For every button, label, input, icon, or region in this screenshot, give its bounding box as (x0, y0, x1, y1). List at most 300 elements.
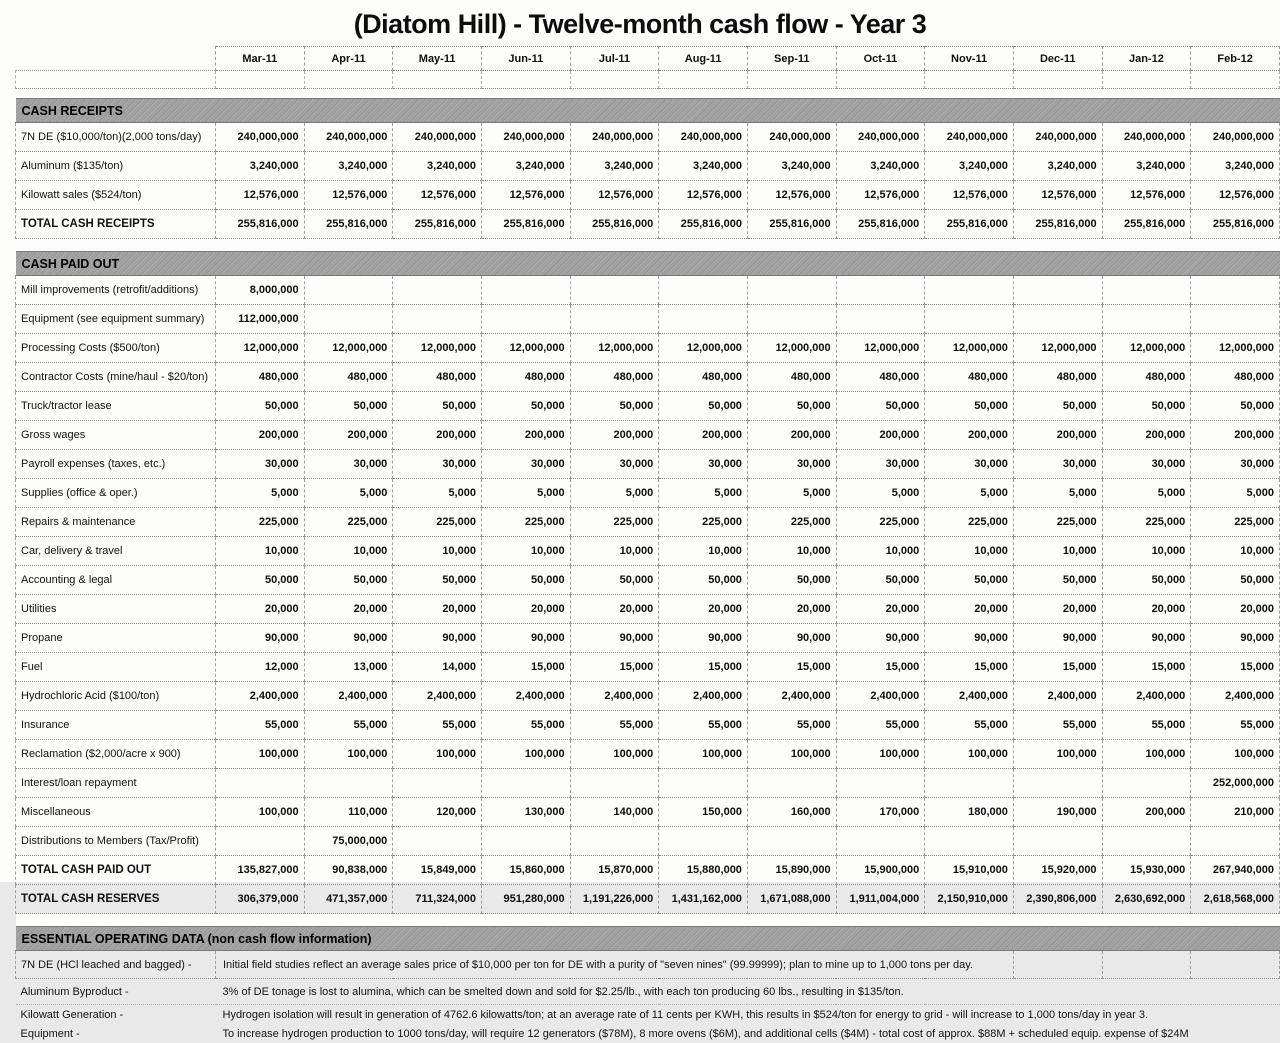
value-cell (925, 305, 1014, 334)
value-cell: 50,000 (836, 392, 925, 421)
value-cell: 12,576,000 (1102, 181, 1191, 210)
value-cell: 14,000 (393, 653, 482, 682)
value-cell (393, 827, 482, 856)
value-cell: 55,000 (1013, 711, 1102, 740)
value-cell: 480,000 (1013, 363, 1102, 392)
value-cell: 10,000 (481, 537, 570, 566)
value-cell: 100,000 (393, 740, 482, 769)
value-cell: 15,849,000 (393, 856, 482, 885)
value-cell: 1,191,226,000 (570, 885, 659, 914)
value-cell: 15,880,000 (659, 856, 748, 885)
value-cell (1191, 305, 1280, 334)
value-cell: 15,920,000 (1013, 856, 1102, 885)
value-cell: 20,000 (747, 595, 836, 624)
value-cell: 15,900,000 (836, 856, 925, 885)
row-label: Gross wages (16, 421, 216, 450)
value-cell: 15,910,000 (925, 856, 1014, 885)
blank-cell (393, 71, 482, 89)
value-cell: 100,000 (1191, 740, 1280, 769)
value-cell: 90,000 (1013, 624, 1102, 653)
value-cell: 12,576,000 (747, 181, 836, 210)
value-cell: 100,000 (1013, 740, 1102, 769)
value-cell: 255,816,000 (393, 210, 482, 239)
value-cell: 90,000 (925, 624, 1014, 653)
table-row (16, 537, 1280, 566)
value-cell: 112,000,000 (216, 305, 305, 334)
column-header: Jun-11 (481, 47, 570, 71)
row-label: Insurance (16, 711, 216, 740)
value-cell: 10,000 (1102, 537, 1191, 566)
column-header: Mar-11 (216, 47, 305, 71)
value-cell: 2,390,806,000 (1013, 885, 1102, 914)
value-cell: 2,400,000 (659, 682, 748, 711)
blank-cell (747, 71, 836, 89)
note-text: Initial field studies reflect an average sales price of $10,000 per ton for DE with a purity of "seven nines" (99.99999); plan to mine up to 1,000 tons per day. (216, 951, 1014, 979)
value-cell: 10,000 (393, 537, 482, 566)
column-header: Feb-12 (1191, 47, 1280, 71)
section-band: ESSENTIAL OPERATING DATA (non cash flow information) (16, 927, 1280, 951)
value-cell: 5,000 (1102, 479, 1191, 508)
value-cell: 225,000 (304, 508, 393, 537)
row-label: Miscellaneous (16, 798, 216, 827)
value-cell (925, 769, 1014, 798)
value-cell: 5,000 (570, 479, 659, 508)
value-cell: 55,000 (216, 711, 305, 740)
spacer-cell (16, 89, 1280, 99)
value-cell: 50,000 (747, 566, 836, 595)
row-label: Kilowatt sales ($524/ton) (16, 181, 216, 210)
value-cell: 50,000 (1013, 392, 1102, 421)
value-cell: 2,400,000 (570, 682, 659, 711)
blank-cell (304, 71, 393, 89)
value-cell: 480,000 (1191, 363, 1280, 392)
value-cell: 2,400,000 (216, 682, 305, 711)
value-cell: 50,000 (1102, 392, 1191, 421)
value-cell: 55,000 (925, 711, 1014, 740)
value-cell: 12,576,000 (659, 181, 748, 210)
value-cell: 50,000 (216, 566, 305, 595)
note-label: Kilowatt Generation - (16, 1005, 216, 1025)
value-cell: 210,000 (1191, 798, 1280, 827)
blank-cell (1013, 71, 1102, 89)
value-cell: 120,000 (393, 798, 482, 827)
note-text: Hydrogen isolation will result in generation of 4762.6 kilowatts/ton; at an average rate of 11 cents per KWH, this results in $524/ton for energy to grid - will increase to 1,000 tons/day in year 3. (216, 1005, 1280, 1025)
value-cell: 20,000 (393, 595, 482, 624)
value-cell: 200,000 (1013, 421, 1102, 450)
value-cell: 10,000 (836, 537, 925, 566)
value-cell: 480,000 (659, 363, 748, 392)
value-cell: 100,000 (570, 740, 659, 769)
row-label: Propane (16, 624, 216, 653)
spacer-cell (16, 914, 1280, 927)
value-cell: 240,000,000 (304, 123, 393, 152)
value-cell: 13,000 (304, 653, 393, 682)
value-cell: 240,000,000 (1191, 123, 1280, 152)
table-row (16, 305, 1280, 334)
value-cell: 50,000 (481, 566, 570, 595)
value-cell: 12,576,000 (925, 181, 1014, 210)
value-cell: 15,000 (659, 653, 748, 682)
value-cell: 2,400,000 (747, 682, 836, 711)
value-cell: 2,400,000 (925, 682, 1014, 711)
value-cell (481, 769, 570, 798)
value-cell (1013, 276, 1102, 305)
value-cell: 12,576,000 (481, 181, 570, 210)
table-row (16, 682, 1280, 711)
value-cell: 55,000 (1102, 711, 1191, 740)
table-row (16, 392, 1280, 421)
value-cell: 10,000 (570, 537, 659, 566)
value-cell: 15,000 (570, 653, 659, 682)
value-cell: 3,240,000 (836, 152, 925, 181)
value-cell: 255,816,000 (1013, 210, 1102, 239)
row-label: TOTAL CASH RECEIPTS (16, 210, 216, 239)
value-cell: 12,000,000 (925, 334, 1014, 363)
table-row (16, 450, 1280, 479)
value-cell: 200,000 (393, 421, 482, 450)
value-cell (216, 827, 305, 856)
value-cell: 252,000,000 (1191, 769, 1280, 798)
value-cell: 100,000 (481, 740, 570, 769)
value-cell (1191, 827, 1280, 856)
value-cell (481, 305, 570, 334)
column-header: Jul-11 (570, 47, 659, 71)
value-cell: 5,000 (393, 479, 482, 508)
row-label: Contractor Costs (mine/haul - $20/ton) (16, 363, 216, 392)
value-cell: 90,000 (1102, 624, 1191, 653)
column-header: Sep-11 (747, 47, 836, 71)
value-cell: 2,400,000 (836, 682, 925, 711)
value-cell: 200,000 (216, 421, 305, 450)
value-cell (304, 276, 393, 305)
table-row (16, 624, 1280, 653)
value-cell: 1,911,004,000 (836, 885, 925, 914)
value-cell: 480,000 (216, 363, 305, 392)
value-cell: 55,000 (393, 711, 482, 740)
value-cell: 15,000 (481, 653, 570, 682)
value-cell: 480,000 (747, 363, 836, 392)
value-cell: 10,000 (216, 537, 305, 566)
value-cell: 3,240,000 (747, 152, 836, 181)
value-cell: 951,280,000 (481, 885, 570, 914)
note-row (16, 979, 1280, 1005)
value-cell: 30,000 (481, 450, 570, 479)
value-cell: 50,000 (481, 392, 570, 421)
value-cell: 225,000 (925, 508, 1014, 537)
value-cell: 3,240,000 (216, 152, 305, 181)
value-cell (570, 276, 659, 305)
value-cell: 100,000 (659, 740, 748, 769)
value-cell: 90,000 (570, 624, 659, 653)
value-cell: 90,000 (393, 624, 482, 653)
row-label: Payroll expenses (taxes, etc.) (16, 450, 216, 479)
value-cell: 50,000 (1191, 566, 1280, 595)
value-cell: 200,000 (659, 421, 748, 450)
table-row (16, 421, 1280, 450)
value-cell: 110,000 (304, 798, 393, 827)
value-cell (1102, 305, 1191, 334)
value-cell: 225,000 (1191, 508, 1280, 537)
value-cell: 471,357,000 (304, 885, 393, 914)
value-cell: 50,000 (570, 392, 659, 421)
value-cell: 50,000 (836, 566, 925, 595)
value-cell: 55,000 (747, 711, 836, 740)
value-cell: 5,000 (1191, 479, 1280, 508)
row-label: Supplies (office & oper.) (16, 479, 216, 508)
table-row (16, 595, 1280, 624)
value-cell: 10,000 (1191, 537, 1280, 566)
table-row (16, 152, 1280, 181)
value-cell (1013, 827, 1102, 856)
value-cell: 10,000 (304, 537, 393, 566)
row-label: TOTAL CASH RESERVES (16, 885, 216, 914)
value-cell (747, 769, 836, 798)
value-cell: 225,000 (481, 508, 570, 537)
value-cell (1102, 769, 1191, 798)
value-cell: 30,000 (570, 450, 659, 479)
row-label: Equipment (see equipment summary) (16, 305, 216, 334)
value-cell: 12,576,000 (836, 181, 925, 210)
value-cell: 30,000 (304, 450, 393, 479)
value-cell (925, 827, 1014, 856)
value-cell (481, 276, 570, 305)
value-cell: 140,000 (570, 798, 659, 827)
value-cell: 240,000,000 (1102, 123, 1191, 152)
section-band: CASH RECEIPTS (16, 99, 1280, 123)
table-row (16, 334, 1280, 363)
value-cell: 100,000 (216, 740, 305, 769)
value-cell (1013, 769, 1102, 798)
row-label: Fuel (16, 653, 216, 682)
value-cell: 2,400,000 (1013, 682, 1102, 711)
value-cell (659, 827, 748, 856)
value-cell: 240,000,000 (216, 123, 305, 152)
value-cell: 20,000 (1013, 595, 1102, 624)
section-band-row (16, 252, 1280, 276)
value-cell: 3,240,000 (304, 152, 393, 181)
value-cell: 480,000 (925, 363, 1014, 392)
value-cell: 50,000 (393, 566, 482, 595)
note-row (16, 1005, 1280, 1025)
value-cell: 12,000,000 (393, 334, 482, 363)
table-row (16, 276, 1280, 305)
value-cell: 30,000 (747, 450, 836, 479)
column-header: Dec-11 (1013, 47, 1102, 71)
spacer-row (16, 239, 1280, 252)
value-cell: 1,671,088,000 (747, 885, 836, 914)
value-cell: 5,000 (925, 479, 1014, 508)
value-cell: 90,000 (1191, 624, 1280, 653)
value-cell: 255,816,000 (481, 210, 570, 239)
value-cell (570, 769, 659, 798)
value-cell (836, 827, 925, 856)
value-cell: 5,000 (1013, 479, 1102, 508)
value-cell: 12,000,000 (659, 334, 748, 363)
value-cell: 15,870,000 (570, 856, 659, 885)
cashflow-table (15, 46, 1280, 1043)
note-row (16, 951, 1280, 979)
value-cell: 5,000 (216, 479, 305, 508)
value-cell: 20,000 (925, 595, 1014, 624)
value-cell (1191, 276, 1280, 305)
value-cell: 12,000,000 (570, 334, 659, 363)
blank-cell (570, 71, 659, 89)
value-cell: 3,240,000 (393, 152, 482, 181)
value-cell: 100,000 (1102, 740, 1191, 769)
column-header: Oct-11 (836, 47, 925, 71)
value-cell: 255,816,000 (1102, 210, 1191, 239)
value-cell: 10,000 (925, 537, 1014, 566)
spacer-cell (16, 239, 1280, 252)
value-cell: 3,240,000 (659, 152, 748, 181)
value-cell: 150,000 (659, 798, 748, 827)
value-cell: 20,000 (570, 595, 659, 624)
value-cell: 12,000,000 (1013, 334, 1102, 363)
value-cell: 2,400,000 (481, 682, 570, 711)
value-cell: 480,000 (1102, 363, 1191, 392)
value-cell (1102, 827, 1191, 856)
value-cell (393, 305, 482, 334)
value-cell: 100,000 (304, 740, 393, 769)
value-cell: 50,000 (304, 392, 393, 421)
value-cell: 55,000 (304, 711, 393, 740)
table-row (16, 827, 1280, 856)
value-cell (836, 305, 925, 334)
value-cell: 267,940,000 (1191, 856, 1280, 885)
value-cell: 20,000 (304, 595, 393, 624)
value-cell: 90,000 (659, 624, 748, 653)
value-cell: 30,000 (659, 450, 748, 479)
value-cell: 55,000 (481, 711, 570, 740)
value-cell: 12,576,000 (1013, 181, 1102, 210)
blank-cell (1191, 71, 1280, 89)
value-cell: 2,400,000 (1102, 682, 1191, 711)
value-cell: 2,400,000 (393, 682, 482, 711)
value-cell: 190,000 (1013, 798, 1102, 827)
value-cell: 90,000 (481, 624, 570, 653)
value-cell (393, 276, 482, 305)
value-cell: 90,000 (836, 624, 925, 653)
value-cell: 3,240,000 (1102, 152, 1191, 181)
value-cell: 480,000 (481, 363, 570, 392)
value-cell: 240,000,000 (1013, 123, 1102, 152)
value-cell (659, 305, 748, 334)
section-band-row (16, 99, 1280, 123)
value-cell: 100,000 (747, 740, 836, 769)
value-cell (393, 769, 482, 798)
value-cell: 75,000,000 (304, 827, 393, 856)
note-label: Equipment - (16, 1024, 216, 1043)
blank-cell (659, 71, 748, 89)
blank-row (16, 71, 1280, 89)
value-cell: 12,576,000 (393, 181, 482, 210)
note-text: To increase hydrogen production to 1000 tons/day, will require 12 generators ($78M), 8 more ovens ($6M), and additional cells ($4M) - total cost of approx. $88M + scheduled equip. expense of $24M (216, 1024, 1280, 1043)
value-cell: 30,000 (1102, 450, 1191, 479)
value-cell: 15,890,000 (747, 856, 836, 885)
section-band-row (16, 927, 1280, 951)
value-cell: 480,000 (393, 363, 482, 392)
value-cell: 50,000 (393, 392, 482, 421)
value-cell: 100,000 (925, 740, 1014, 769)
table-row (16, 740, 1280, 769)
value-cell: 12,000,000 (836, 334, 925, 363)
value-cell: 135,827,000 (216, 856, 305, 885)
value-cell (570, 827, 659, 856)
value-cell (747, 305, 836, 334)
value-cell (836, 769, 925, 798)
value-cell: 55,000 (570, 711, 659, 740)
table-row (16, 181, 1280, 210)
value-cell: 15,000 (1013, 653, 1102, 682)
value-cell: 5,000 (659, 479, 748, 508)
note-label: 7N DE (HCl leached and bagged) - (16, 951, 216, 979)
value-cell: 200,000 (570, 421, 659, 450)
note-row (16, 1024, 1280, 1043)
value-cell: 55,000 (1191, 711, 1280, 740)
value-cell: 20,000 (1191, 595, 1280, 624)
row-label: TOTAL CASH PAID OUT (16, 856, 216, 885)
value-cell: 240,000,000 (393, 123, 482, 152)
empty-cell (1013, 951, 1102, 979)
value-cell (836, 276, 925, 305)
value-cell: 240,000,000 (747, 123, 836, 152)
value-cell: 12,000,000 (481, 334, 570, 363)
value-cell: 2,400,000 (1191, 682, 1280, 711)
row-label: Mill improvements (retrofit/additions) (16, 276, 216, 305)
value-cell: 2,630,692,000 (1102, 885, 1191, 914)
value-cell (304, 769, 393, 798)
value-cell: 5,000 (747, 479, 836, 508)
value-cell: 170,000 (836, 798, 925, 827)
empty-cell (1191, 951, 1280, 979)
value-cell: 50,000 (659, 566, 748, 595)
column-header: May-11 (393, 47, 482, 71)
value-cell (216, 769, 305, 798)
value-cell (1102, 276, 1191, 305)
row-label: Utilities (16, 595, 216, 624)
value-cell: 2,618,568,000 (1191, 885, 1280, 914)
value-cell: 30,000 (1191, 450, 1280, 479)
value-cell: 3,240,000 (925, 152, 1014, 181)
value-cell: 240,000,000 (836, 123, 925, 152)
row-label: Reclamation ($2,000/acre x 900) (16, 740, 216, 769)
value-cell: 200,000 (925, 421, 1014, 450)
value-cell: 200,000 (1102, 798, 1191, 827)
value-cell: 15,860,000 (481, 856, 570, 885)
value-cell: 200,000 (836, 421, 925, 450)
value-cell (481, 827, 570, 856)
value-cell: 255,816,000 (1191, 210, 1280, 239)
value-cell: 225,000 (216, 508, 305, 537)
value-cell: 200,000 (747, 421, 836, 450)
value-cell: 50,000 (659, 392, 748, 421)
value-cell: 5,000 (481, 479, 570, 508)
value-cell: 225,000 (1102, 508, 1191, 537)
table-row (16, 479, 1280, 508)
value-cell: 3,240,000 (1013, 152, 1102, 181)
row-label: Repairs & maintenance (16, 508, 216, 537)
value-cell: 200,000 (1191, 421, 1280, 450)
value-cell: 90,000 (216, 624, 305, 653)
value-cell: 90,838,000 (304, 856, 393, 885)
value-cell: 225,000 (1013, 508, 1102, 537)
value-cell: 225,000 (836, 508, 925, 537)
value-cell (659, 769, 748, 798)
table-row (16, 508, 1280, 537)
value-cell: 10,000 (659, 537, 748, 566)
value-cell: 255,816,000 (304, 210, 393, 239)
column-header: Nov-11 (925, 47, 1014, 71)
